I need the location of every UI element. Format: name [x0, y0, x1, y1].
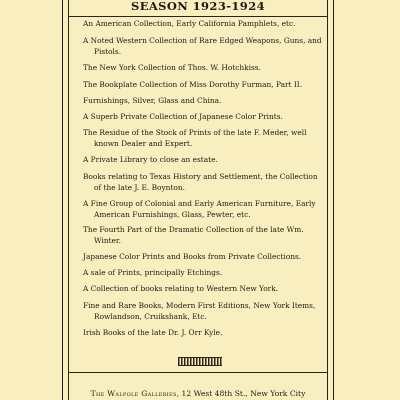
gallery-address: , 12 West 48th St., New York City	[176, 389, 306, 398]
sale-item: An American Collection, Early California Pamphlets, etc.	[83, 19, 296, 28]
sale-item: A Collection of books relating to Western New York.	[83, 284, 279, 293]
sale-item: A Fine Group of Colonial and Early American Furniture, Early American Furnishings, Glass, Pewter, etc.	[83, 199, 316, 219]
sale-item: Japanese Color Prints and Books from Private Collections.	[83, 252, 302, 261]
publisher-line	[68, 389, 328, 399]
sale-item: A Superb Private Collection of Japanese Color Prints.	[83, 112, 283, 121]
season-heading: SEASON 1923-1924	[130, 0, 266, 13]
sale-item: The New York Collection of Thos. W. Hotchkiss.	[83, 63, 261, 72]
sale-item: A sale of Prints, principally Etchings.	[83, 268, 223, 277]
gallery-name: The Walpole Galleries	[90, 389, 177, 398]
sale-item: The Residue of the Stock of Prints of the late F. Meder, well known Dealer and Expert.	[83, 128, 307, 148]
sale-item: Irish Books of the late Dr. J. Orr Kyle.	[83, 328, 223, 337]
heading-rule	[68, 16, 328, 17]
ornament-icon	[178, 357, 222, 366]
sale-item: Fine and Rare Books, Modern First Editions, New York Items, Rowlandson, Cruikshank, Etc.	[83, 301, 316, 321]
sale-item: The Bookplate Collection of Miss Dorothy Furman, Part II.	[83, 80, 303, 89]
sale-item: Furnishings, Silver, Glass and China.	[83, 96, 222, 105]
sale-item: The Fourth Part of the Dramatic Collection of the late Wm. Winter.	[83, 225, 304, 245]
sale-item: A Noted Western Collection of Rare Edged Weapons, Guns, and Pistols.	[83, 36, 322, 56]
sale-item: Books relating to Texas History and Settlement, the Collection of the late J. E. Boynton.	[83, 172, 318, 192]
sale-item: A Private Library to close an estate.	[83, 155, 218, 164]
footer-rule	[68, 372, 328, 373]
